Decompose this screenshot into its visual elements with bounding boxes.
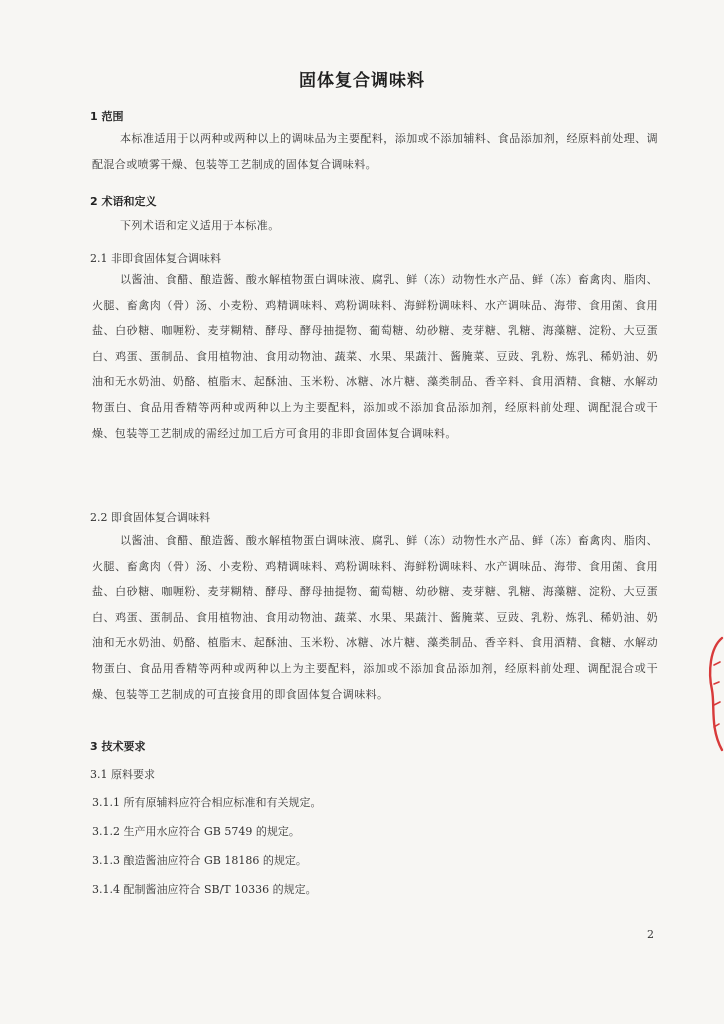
requirement-3-1-1: 3.1.1 所有原辅料应符合相应标准和有关规定。 — [92, 796, 322, 809]
red-seal-stamp — [702, 632, 724, 756]
section-3-1-heading: 3.1 原料要求 — [90, 768, 155, 781]
requirement-3-1-4: 3.1.4 配制酱油应符合 SB/T 10336 的规定。 — [92, 883, 317, 896]
page-title: 固体复合调味料 — [299, 71, 425, 91]
section-3-heading: 3 技术要求 — [90, 740, 146, 753]
section-2-1-heading: 2.1 非即食固体复合调味料 — [90, 252, 221, 265]
section-2-intro: 下列术语和定义适用于本标准。 — [120, 219, 280, 232]
page-number: 2 — [647, 928, 654, 941]
requirement-3-1-2: 3.1.2 生产用水应符合 GB 5749 的规定。 — [92, 825, 300, 838]
section-1-text: 本标准适用于以两种或两种以上的调味品为主要配料，添加或不添加辅料、食品添加剂，经原料前处理、调配混合或喷雾干燥、包装等工艺制成的固体复合调味料。 — [92, 132, 658, 171]
requirement-3-1-3: 3.1.3 酿造酱油应符合 GB 18186 的规定。 — [92, 854, 307, 867]
section-2-1-text: 以酱油、食醋、酿造酱、酸水解植物蛋白调味液、腐乳、鲜（冻）动物性水产品、鲜（冻）畜禽肉、脂肉、火腿、畜禽肉（骨）汤、小麦粉、鸡精调味料、鸡粉调味料、海鲜粉调味料、水产调味品、海带、食用菌、食用盐、白砂糖、咖喱粉、麦芽糊精、酵母、酵母抽提物、葡萄糖、幼砂糖、麦芽糖、乳糖、海藻糖、淀粉、大豆蛋白、鸡蛋、蛋制品、食用植物油、食用动物油、蔬菜、水果、果蔬汁、酱腌菜、豆豉、乳粉、炼乳、稀奶油、奶油和无水奶油、奶酪、植脂末、起酥油、玉米粉、冰糖、冰片糖、藻类制品、香辛料、食用酒精、食糖、水解动物蛋白、食品用香精等两种或两种以上为主要配料，添加或不添加食品添加剂，经原料前处理、调配混合或干燥、包装等工艺制成的需经过加工后方可食用的非即食固体复合调味料。 — [92, 273, 658, 440]
section-2-heading: 2 术语和定义 — [90, 195, 157, 208]
section-2-2-heading: 2.2 即食固体复合调味料 — [90, 511, 210, 524]
section-2-2-text: 以酱油、食醋、酿造酱、酸水解植物蛋白调味液、腐乳、鲜（冻）动物性水产品、鲜（冻）畜禽肉、脂肉、火腿、畜禽肉（骨）汤、小麦粉、鸡精调味料、鸡粉调味料、海鲜粉调味料、水产调味品、海带、食用菌、食用盐、白砂糖、咖喱粉、麦芽糊精、酵母、酵母抽提物、葡萄糖、幼砂糖、麦芽糖、乳糖、海藻糖、淀粉、大豆蛋白、鸡蛋、蛋制品、食用植物油、食用动物油、蔬菜、水果、果蔬汁、酱腌菜、豆豉、乳粉、炼乳、稀奶油、奶油和无水奶油、奶酪、植脂末、起酥油、玉米粉、冰糖、冰片糖、藻类制品、香辛料、食用酒精、食糖、水解动物蛋白、食品用香精等两种或两种以上为主要配料，添加或不添加食品添加剂，经原料前处理、调配混合或干燥、包装等工艺制成的可直接食用的即食固体复合调味料。 — [92, 534, 658, 701]
section-1-heading: 1 范围 — [90, 110, 124, 123]
